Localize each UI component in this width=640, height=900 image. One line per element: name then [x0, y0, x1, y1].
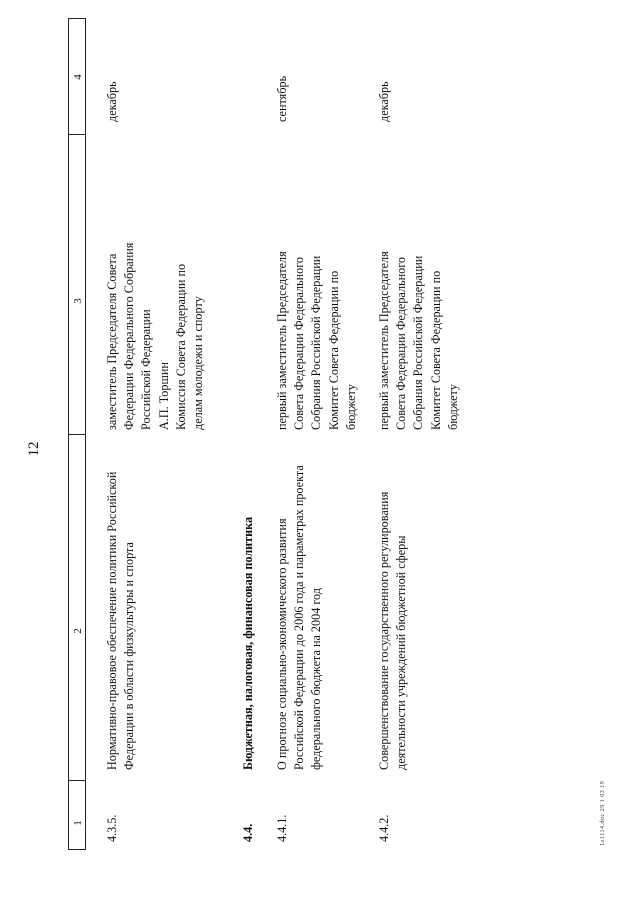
row-title: О прогнозе социально-экономического развития Российской Федерации до 2006 года и параметрах проекта федерального бюджета на 2004 год [275, 465, 324, 770]
row-term: декабрь [105, 81, 119, 122]
table-header-row [68, 18, 86, 850]
header-divider [69, 434, 85, 435]
section-title: Бюджетная, налоговая, финансовая политика [241, 516, 255, 770]
header-divider [69, 134, 85, 135]
header-col-1: 1 [72, 820, 84, 826]
row-responsible: заместитель Председателя Совета Федерации Федерального Собрания Российской Федерации А.П. Торшин Комиссия Совета Федерации по делам молодежи и спорту [105, 242, 206, 430]
row-term: декабрь [377, 81, 391, 122]
row-number: 4.4.2. [377, 814, 391, 842]
page-number: 12 [26, 441, 42, 457]
header-col-2: 2 [72, 628, 84, 634]
document-footer-mark: 1o1114.doc 29 1 03 19 [600, 780, 606, 846]
header-col-3: 3 [72, 298, 84, 304]
row-responsible: первый заместитель Председателя Совета Федерации Федерального Собрания Российской Федерации Комитет Совета Федерации по бюджету [377, 251, 460, 430]
row-title: Нормативно-правовое обеспечение политики Российской Федерации в области физкультуры и спорта [105, 471, 137, 770]
row-term: сентябрь [275, 75, 289, 122]
row-number: 4.4. [241, 823, 255, 842]
header-col-4: 4 [72, 74, 84, 80]
row-responsible: первый заместитель Председателя Совета Федерации Федерального Собрания Российской Федерации Комитет Совета Федерации по бюджету [275, 251, 358, 430]
row-title: Совершенствование государственного регулирования деятельности учреждений бюджетной сферы [377, 491, 409, 770]
row-number: 4.4.1. [275, 814, 289, 842]
row-number: 4.3.5. [105, 814, 119, 842]
header-divider [69, 780, 85, 781]
